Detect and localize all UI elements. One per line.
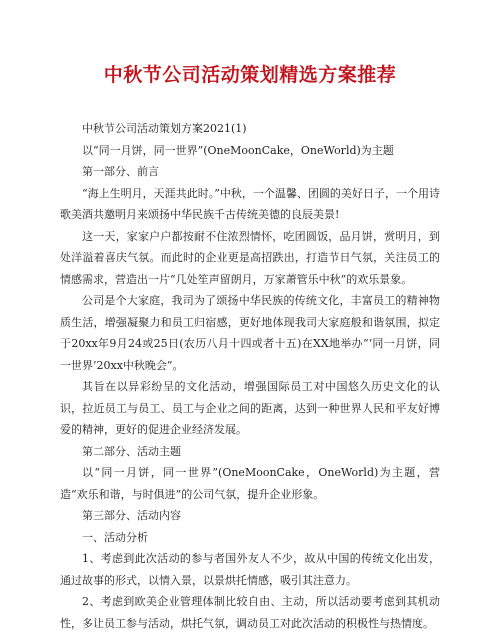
paragraph-theme: 以“同一月饼，同一世界”(OneMoonCake，OneWorld)为主题 [82, 143, 394, 157]
paragraph: 这一天，家家户户都按耐不住浓烈情怀，吃团圆饭，品月饼，赏明月，到处洋溢着喜庆气氛。而此时的企业更是高招跌出，打造节日气氛，关注员工的情感需求，营造出一片“几处笙声留朗月，万家萧管乐中秋”的欢乐景象。 [60, 229, 440, 286]
paragraph: 公司是个大家庭，我司为了颂扬中华民族的传统文化，丰富员工的精神物质生活，增强凝聚力和员工归宿感，更好地体现我司大家庭般和谐氛围，拟定于20xx年9月24或25日(农历八月十四或者十五)在XX地举办“‘同一月饼，同一世界’20xx中秋晚会”。 [60, 294, 440, 372]
section-heading-preface: 第一部分、前言 [82, 165, 159, 178]
document-title: 中秋节公司活动策划精选方案推荐 [103, 64, 397, 86]
document-body [60, 118, 440, 634]
section-heading-theme: 第二部分、活动主题 [82, 444, 181, 458]
paragraph: 其旨在以异彩纷呈的文化活动，增强国际员工对中国悠久历史文化的认识，拉近员工与员工、员工与企业之间的距离，达到一种世界人民和平友好博爱的精神，更好的促进企业经济发展。 [60, 380, 440, 436]
subsection-heading-analysis: 一、活动分析 [82, 530, 148, 544]
paragraph-subtitle: 中秋节公司活动策划方案2021(1) [82, 122, 247, 135]
paragraph: 以“同一月饼，同一世界”(OneMoonCake，OneWorld)为主题，营造“欢乐和谐，与时俱进”的公司气氛，提升企业形象。 [60, 466, 440, 501]
list-item: 2、考虑到欧美企业管理体制比较自由、主动，所以活动要考虑到其机动性，多让员工参与活动，烘托气氛，调动员工对此次活动的积极性与热情度。 [60, 595, 440, 630]
section-heading-content: 第三部分、活动内容 [82, 509, 181, 522]
paragraph: “海上生明月，天涯共此时。”中秋，一个温馨、团圆的美好日子，一个用诗歌美酒共邀明月来颂扬中华民族千古传统美德的良辰美景! [60, 186, 440, 221]
list-item: 1、考虑到此次活动的参与者国外友人不少，故从中国的传统文化出发，通过故事的形式，以情入景，以景烘托情感，吸引其注意力。 [60, 552, 440, 587]
